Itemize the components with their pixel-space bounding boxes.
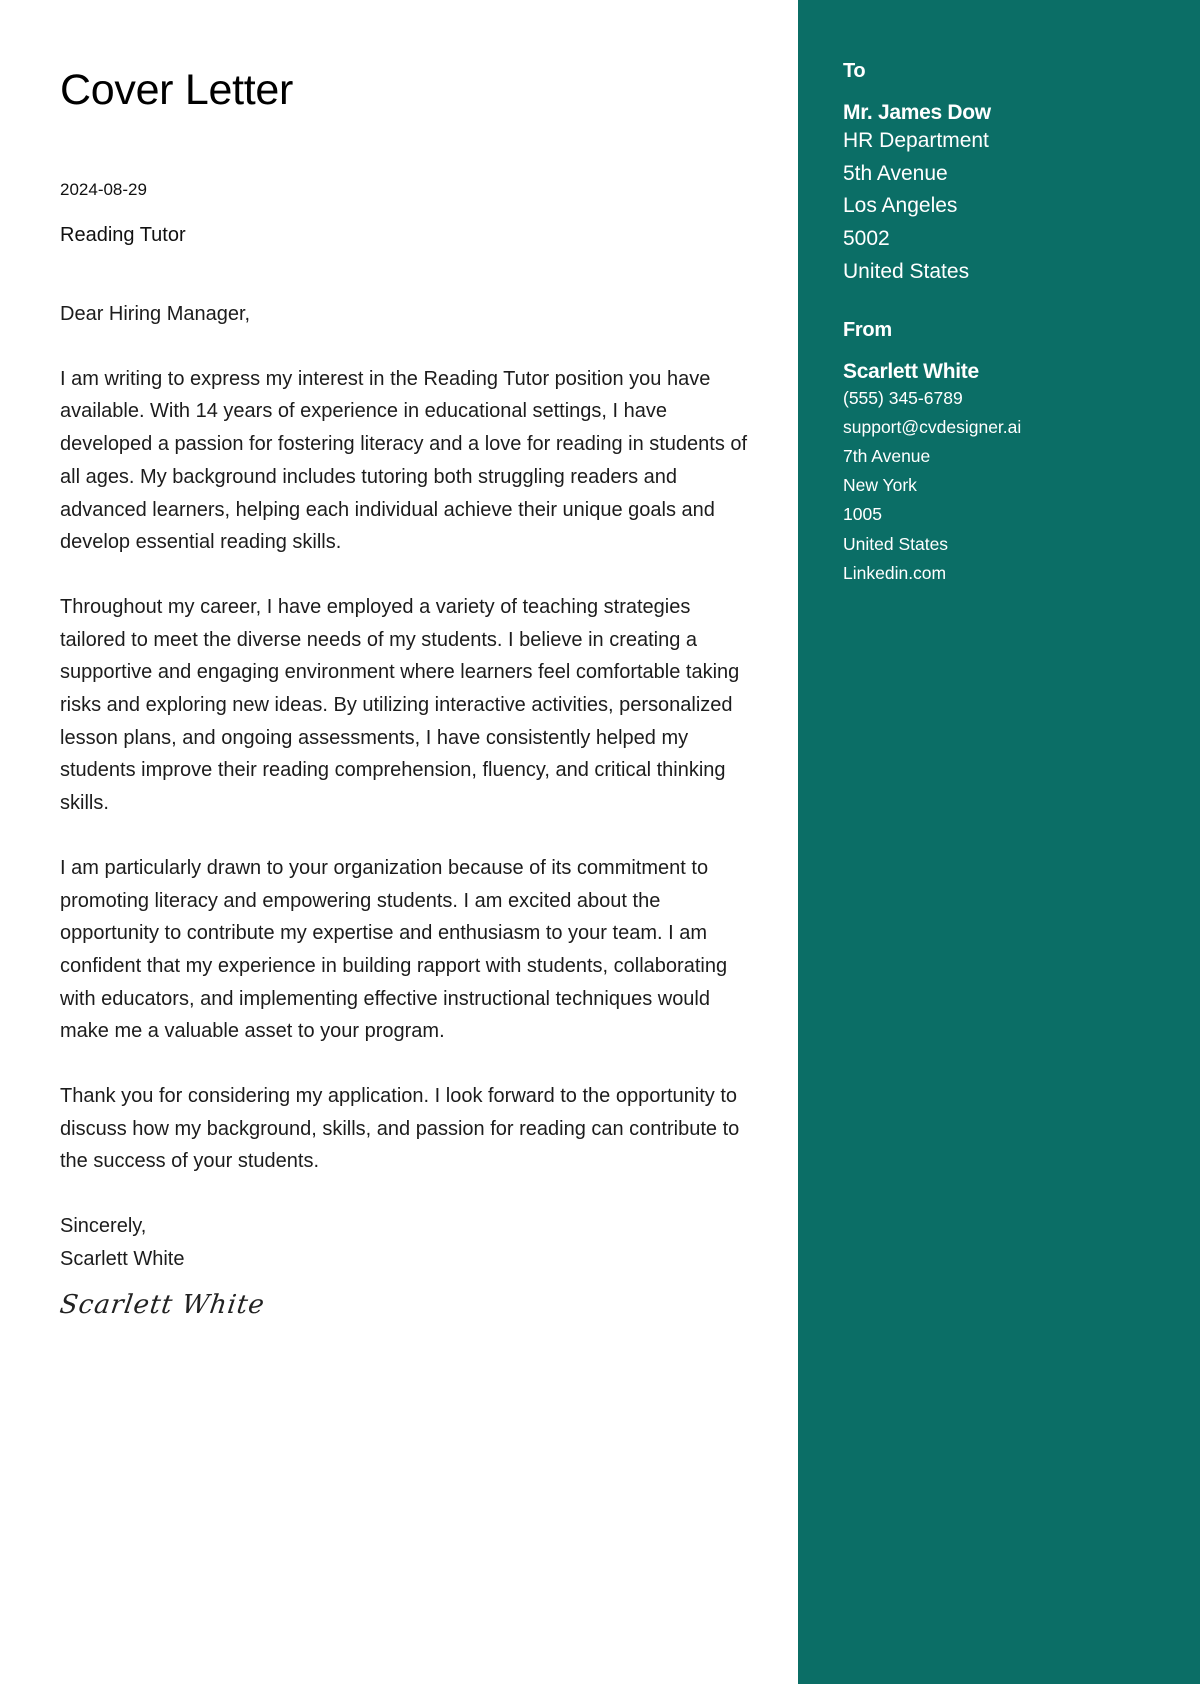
sender-label: From bbox=[843, 318, 892, 341]
recipient-street: 5th Avenue bbox=[843, 161, 948, 185]
page-title: Cover Letter bbox=[60, 66, 294, 114]
sender-postal: 1005 bbox=[843, 504, 882, 525]
letter-body bbox=[60, 298, 760, 1276]
recipient-city: Los Angeles bbox=[843, 194, 958, 218]
recipient-country: United States bbox=[843, 259, 970, 283]
sidebar-inner bbox=[843, 60, 1183, 588]
sender-street: 7th Avenue bbox=[843, 445, 931, 466]
recipient-name: Mr. James Dow bbox=[843, 101, 991, 124]
paragraph-4: Thank you for considering my application. I look forward to the opportunity to discuss how my background, skills, and passion for reading can contribute to the success of your students. bbox=[60, 1085, 740, 1173]
sender-email: support@cvdesigner.ai bbox=[843, 416, 1022, 437]
position-title: Reading Tutor bbox=[60, 224, 186, 246]
sender-phone: (555) 345-6789 bbox=[843, 387, 963, 408]
paragraph-2: Throughout my career, I have employed a variety of teaching strategies tailored to meet the diverse needs of my students. I believe in creating a supportive and engaging environment where learners feel comfortable taking risks and exploring new ideas. By utilizing interactive activities, personalized lesson plans, and ongoing assessments, I have consistently helped my students improve their reading comprehension, fluency, and critical thinking skills. bbox=[60, 595, 740, 815]
salutation: Dear Hiring Manager, bbox=[60, 303, 251, 325]
sender-website: Linkedin.com bbox=[843, 562, 947, 583]
sender-country: United States bbox=[843, 533, 949, 554]
paragraph-1: I am writing to express my interest in the Reading Tutor position you have available. With 14 years of experience in educational settings, I have developed a passion for fostering literacy and a love for reading in students of all ages. My background includes tutoring both struggling readers and advanced learners, helping each individual achieve their unique goals and develop essential reading skills. bbox=[60, 367, 748, 554]
closing-name: Scarlett White bbox=[60, 1247, 185, 1270]
paragraph-3: I am particularly drawn to your organization because of its commitment to promoting literacy and empowering students. I am excited about the opportunity to contribute my expertise and enthusiasm to your team. I am confident that my experience in building rapport with students, collaborating with educators, and implementing effective instructional techniques would make me a valuable asset to your program. bbox=[60, 856, 728, 1043]
sender-city: New York bbox=[843, 475, 917, 496]
recipient-department: HR Department bbox=[843, 129, 989, 152]
sender-block bbox=[843, 319, 1183, 588]
recipient-postal: 5002 bbox=[843, 227, 890, 251]
sender-name: Scarlett White bbox=[843, 359, 979, 383]
contact-sidebar bbox=[798, 0, 1200, 1684]
handwritten-signature: Scarlett White bbox=[57, 1290, 267, 1320]
letter-date: 2024-08-29 bbox=[60, 180, 147, 199]
recipient-block bbox=[843, 60, 1183, 289]
recipient-label: To bbox=[843, 60, 866, 82]
closing: Sincerely, bbox=[60, 1215, 147, 1238]
